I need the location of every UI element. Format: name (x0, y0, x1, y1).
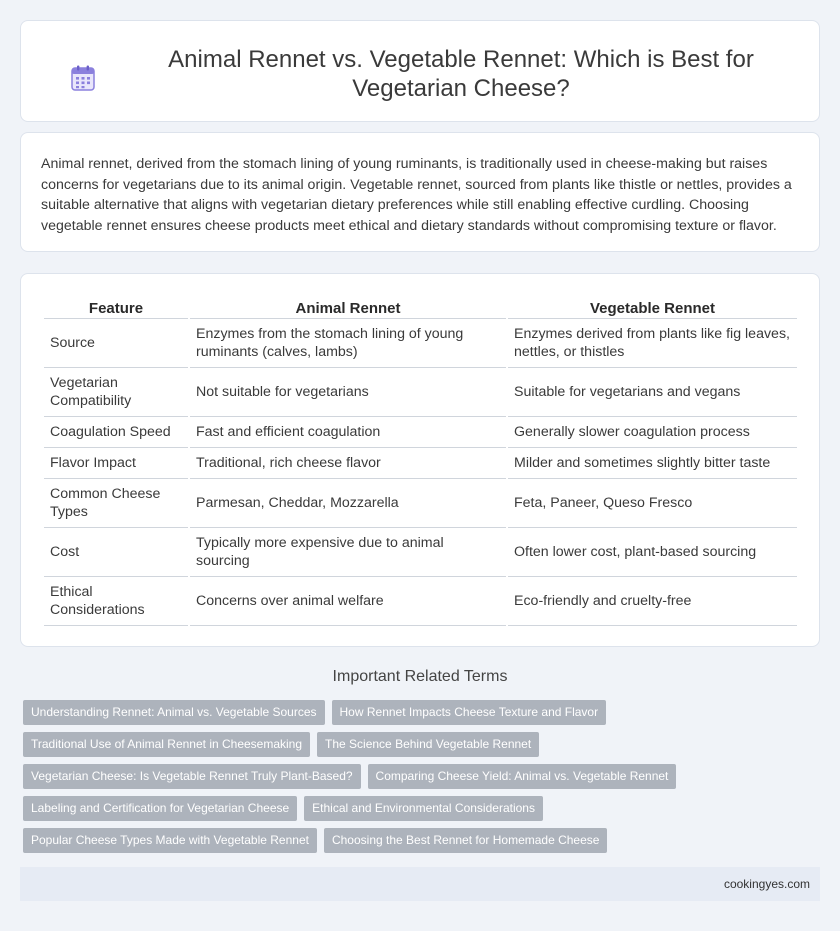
table-row (44, 448, 797, 479)
comparison-table-card (20, 273, 820, 647)
related-term-tag[interactable]: How Rennet Impacts Cheese Texture and Flavor (332, 700, 607, 725)
table-cell-animal: Concerns over animal welfare (190, 577, 506, 626)
footer-site-link[interactable]: cookingyes.com (723, 877, 810, 891)
table-row (44, 417, 797, 448)
table-row (44, 479, 797, 528)
intro-paragraph: Animal rennet, derived from the stomach lining of young ruminants, is traditionally used in cheese-making but raises concerns for vegetarians due to its animal origin. Vegetable rennet, sourced from plants like thistle or nettles, provides a suitable alternative that aligns with vegetarian dietary preferences while still enabling effective curdling. Choosing vegetable rennet ensures cheese products meet ethical and dietary standards without compromising texture or flavor. (41, 156, 792, 234)
table-cell-feature: Flavor Impact (44, 448, 188, 479)
table-row (44, 577, 797, 626)
comparison-table (42, 295, 799, 626)
table-cell-animal: Not suitable for vegetarians (190, 368, 506, 417)
related-term-tag[interactable]: The Science Behind Vegetable Rennet (317, 732, 539, 757)
footer (20, 867, 820, 901)
table-cell-animal: Fast and efficient coagulation (190, 417, 506, 448)
table-row (44, 319, 797, 368)
related-term-tag[interactable]: Traditional Use of Animal Rennet in Cheesemaking (23, 732, 310, 757)
intro-card (20, 132, 820, 252)
table-cell-animal: Enzymes from the stomach lining of young ruminants (calves, lambs) (190, 319, 506, 368)
table-cell-animal: Traditional, rich cheese flavor (190, 448, 506, 479)
table-cell-feature: Ethical Considerations (44, 577, 188, 626)
table-row (44, 368, 797, 417)
related-term-tag[interactable]: Choosing the Best Rennet for Homemade Cheese (324, 828, 608, 853)
table-row (44, 528, 797, 577)
table-cell-feature: Common Cheese Types (44, 479, 188, 528)
column-header-animal-rennet: Animal Rennet (190, 295, 506, 319)
table-cell-vegetable: Feta, Paneer, Queso Fresco (508, 479, 797, 528)
table-header-row (44, 295, 797, 319)
column-header-vegetable-rennet: Vegetable Rennet (508, 295, 797, 319)
related-term-tag[interactable]: Vegetarian Cheese: Is Vegetable Rennet Truly Plant-Based? (23, 764, 361, 789)
table-cell-vegetable: Suitable for vegetarians and vegans (508, 368, 797, 417)
related-terms-list (23, 700, 813, 860)
title-card (20, 20, 820, 122)
related-term-tag[interactable]: Understanding Rennet: Animal vs. Vegetable Sources (23, 700, 325, 725)
related-term-tag[interactable]: Comparing Cheese Yield: Animal vs. Vegetable Rennet (368, 764, 677, 789)
table-cell-vegetable: Often lower cost, plant-based sourcing (508, 528, 797, 577)
related-term-tag[interactable]: Popular Cheese Types Made with Vegetable Rennet (23, 828, 317, 853)
related-term-tag[interactable]: Ethical and Environmental Considerations (304, 796, 543, 821)
related-terms-heading: Important Related Terms (332, 668, 508, 685)
table-cell-animal: Typically more expensive due to animal sourcing (190, 528, 506, 577)
column-header-feature: Feature (44, 295, 188, 319)
table-cell-vegetable: Milder and sometimes slightly bitter taste (508, 448, 797, 479)
table-cell-feature: Coagulation Speed (44, 417, 188, 448)
calendar-icon (71, 65, 95, 91)
page-title: Animal Rennet vs. Vegetable Rennet: Which is Best for Vegetarian Cheese? (168, 46, 754, 102)
table-cell-vegetable: Eco-friendly and cruelty-free (508, 577, 797, 626)
table-cell-animal: Parmesan, Cheddar, Mozzarella (190, 479, 506, 528)
table-cell-feature: Vegetarian Compatibility (44, 368, 188, 417)
table-cell-vegetable: Generally slower coagulation process (508, 417, 797, 448)
table-cell-feature: Cost (44, 528, 188, 577)
related-term-tag[interactable]: Labeling and Certification for Vegetarian Cheese (23, 796, 297, 821)
table-cell-vegetable: Enzymes derived from plants like fig leaves, nettles, or thistles (508, 319, 797, 368)
table-cell-feature: Source (44, 319, 188, 368)
